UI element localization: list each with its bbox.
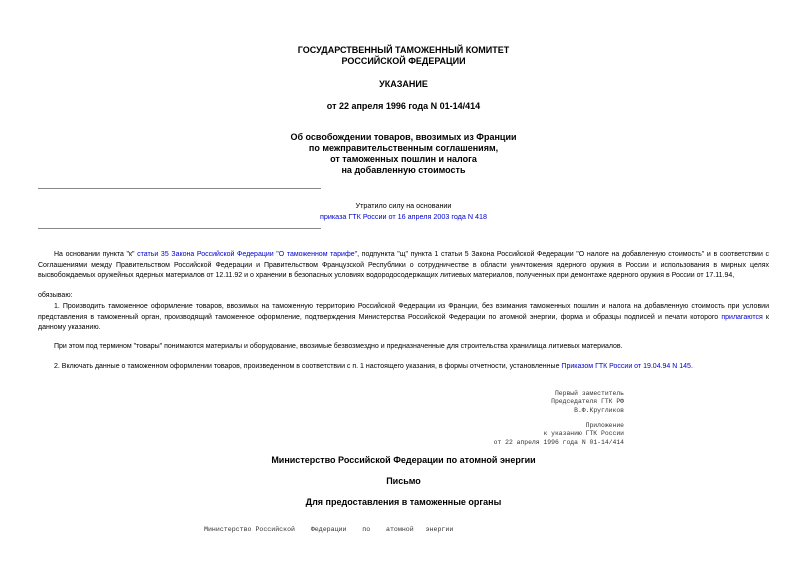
attached-forms-link[interactable]: прилагаются: [721, 313, 763, 321]
document-type: УКАЗАНИЕ: [379, 79, 428, 89]
appendix-block: [494, 422, 624, 447]
paragraph-item-2: [38, 362, 769, 373]
appendix-line-3: от 22 апреля 1996 года N 01-14/414: [493, 438, 624, 446]
letter-ministry-mono: Министерство Российской Федерации по атомной энергии: [204, 526, 454, 533]
title-line-4: на добавленную стоимость: [341, 165, 466, 175]
title-line-1: Об освобождении товаров, ввозимых из Франции: [290, 132, 517, 142]
title-line-2: по межправительственным соглашениям,: [308, 143, 499, 153]
paragraph-item-1-tail: к данному указанию.: [38, 313, 769, 331]
appendix-line-2: к указанию ГТК России: [543, 430, 624, 438]
status-link-row: [0, 211, 807, 223]
paragraph-item-1: [38, 302, 769, 334]
letter-ministry-title: Министерство Российской Федерации по атомной энергии: [271, 455, 536, 465]
paragraph-item-1-lead: 1. Производить таможенное оформление товаров, ввозимых на таможенную территорию Российской Федерации из Франции, без взимания таможенных пошлин и налога на добавленную стоимость при условии представления в таможенный орган, производящий таможенное оформление, подтверждения Министерства Российской Федерации по атомной энергии, форма и образцы подписей и печати которого: [38, 303, 769, 321]
customs-tariff-law-link[interactable]: статьи 35 Закона Российской Федерации "О таможенном тарифе": [137, 251, 358, 258]
separator-line-bottom: [38, 228, 321, 229]
signature-line-1: Первый заместитель: [554, 390, 624, 397]
paragraph-goods-definition: При этом под термином "товары" понимаются материалы и оборудование, ввозимые безвозмездно и предназначенные для строительства хранилища литиевых материалов.: [54, 343, 623, 350]
paragraph-basis-lead: На основании пункта "к": [54, 251, 138, 258]
status-text: Утратило силу на основании: [355, 201, 452, 210]
agency-name-line2: РОССИЙСКОЙ ФЕДЕРАЦИИ: [341, 56, 466, 66]
letter-purpose: Для предоставления в таможенные органы: [305, 497, 502, 507]
signature-block: [551, 390, 624, 415]
document-date: от 22 апреля 1996 года N 01-14/414: [326, 101, 481, 111]
order-145-link[interactable]: Приказом ГТК России от 19.04.94 N 145: [561, 363, 691, 370]
letter-kind: Письмо: [386, 476, 421, 486]
paragraph-basis-rest: , подпункта "щ" пункта 1 статьи 5 Закона Российской Федерации "О налоге на добавленную стоимость" и в соответствии с Соглашениями между Правительством Российской Федерации и Правительством Французской Республики о сотрудничестве в области уничтожения ядерного оружия в России и использования в мирных целях высвобождаемых оружейных ядерных материалов от 12.11.92 и о хранении в безопасных условиях водородосодержащих литиевых материалов, полученных при демонтаже ядерного оружия в России от 17.11.94,: [38, 251, 769, 279]
appendix-line-1: Приложение: [585, 422, 624, 429]
paragraph-item-2-lead: 2. Включать данные о таможенном оформлении товаров, произведенном в соответствии с п. 1 настоящего указания, в формы отчетности, установленные: [54, 363, 562, 370]
obliges-text: обязываю:: [38, 292, 73, 299]
paragraph-item-2-tail: .: [690, 363, 693, 370]
agency-name-line1: ГОСУДАРСТВЕННЫЙ ТАМОЖЕННЫЙ КОМИТЕТ: [297, 45, 510, 55]
signature-line-2: Председателя ГТК РФ: [551, 398, 624, 406]
status-order-link[interactable]: приказа ГТК России от 16 апреля 2003 года N 418: [319, 212, 488, 221]
separator-line-top: [38, 188, 321, 189]
signature-line-3: В.Ф.Кругликов: [574, 406, 624, 414]
title-line-3: от таможенных пошлин и налога: [330, 154, 477, 164]
paragraph-basis: [38, 250, 769, 282]
